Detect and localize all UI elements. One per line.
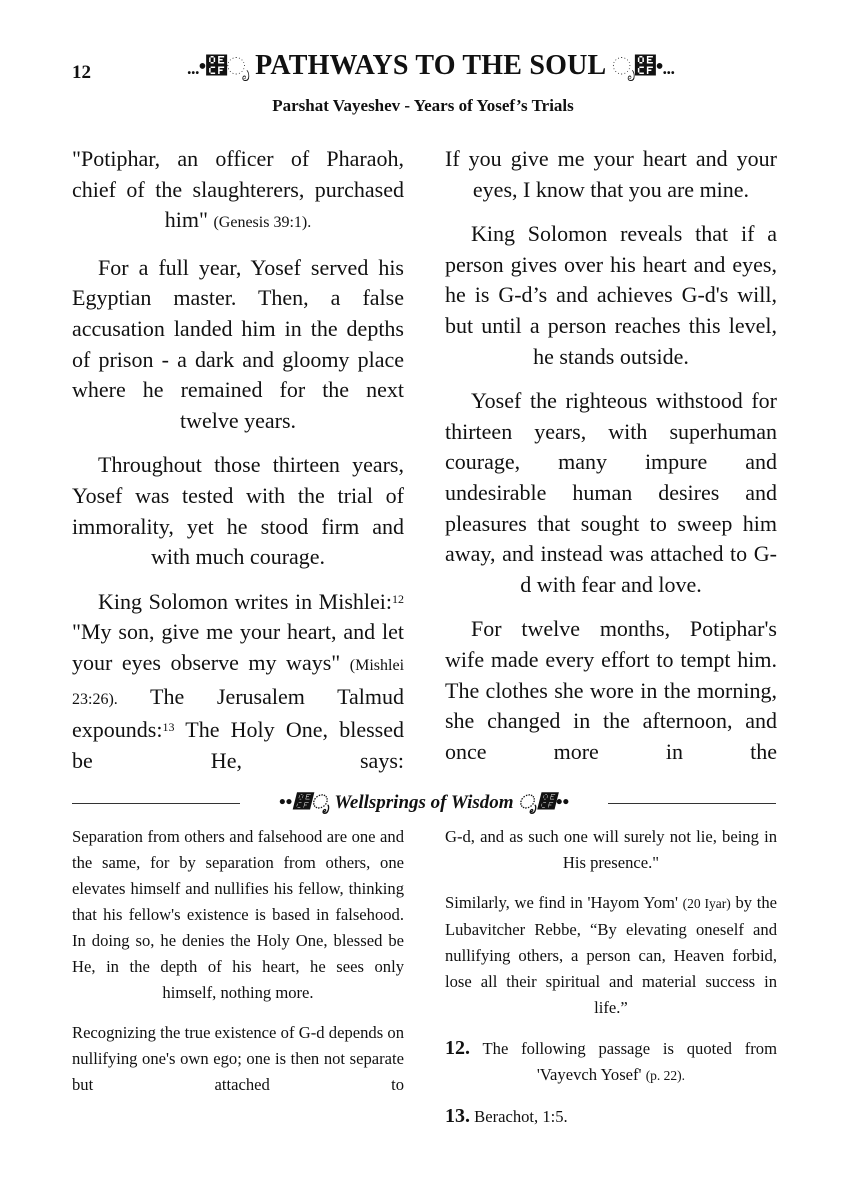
footnote-number: 13.	[445, 1105, 470, 1127]
footnote-13	[445, 1103, 777, 1130]
paragraph: Separation from others and falsehood are one and the same, for by separation from others, one elevates himself and nullifies his fellow, thinking that his fellow's existence is based in falsehood. In doing so, he denies the Holy One, blessed be He, in the depth of his heart, he sees only himself, nothing more.	[72, 827, 404, 1002]
citation: (20 Iyar)	[682, 896, 731, 911]
paragraph	[72, 144, 404, 239]
flourish-right-icon: ೃ໏•...	[612, 54, 674, 80]
paragraph	[72, 587, 404, 777]
text-run: "My son, give me your heart, and let your eyes observe my ways"	[72, 619, 404, 675]
paragraph: King Solomon reveals that if a person gives over his heart and eyes, he is G-d’s and achieves G-d's will, but until a person reaches this level, he stands outside.	[445, 221, 777, 369]
page-number: 12	[72, 62, 91, 83]
section-heading	[72, 792, 776, 814]
flourish-left-icon: ••໏ೃ	[278, 792, 330, 813]
main-text-left-column	[72, 144, 404, 790]
text-run: by the Lubavitcher Rebbe, “By elevating oneself and nullifying others, a person can, Heaven forbid, lose all their spiritual and material success in life.”	[445, 893, 777, 1017]
paragraph: Recognizing the true existence of G-d depends on nullifying one's own ego; one is then not separate but attached to	[72, 1023, 404, 1094]
section-title: Wellsprings of Wisdom	[334, 792, 514, 813]
footnote-text: The following passage is quoted from 'Vayevch Yosef'	[470, 1039, 777, 1084]
main-text-right-column	[445, 144, 777, 781]
paragraph: For a full year, Yosef served his Egyptian master. Then, a false accusation landed him in the depths of prison - a dark and gloomy place where he remained for the next twelve years.	[72, 254, 404, 433]
footnote-number: 12.	[445, 1037, 470, 1059]
quote-text: "Potiphar, an officer of Pharaoh, chief of the slaughterers, purchased him"	[72, 146, 404, 233]
text-run: King Solomon writes in Mishlei:	[98, 588, 392, 614]
citation: (Mishlei 23:26).	[72, 656, 405, 708]
flourish-right-icon: ೃ໏••	[518, 792, 570, 813]
citation: (p. 22).	[645, 1068, 686, 1083]
wellsprings-left-column	[72, 824, 404, 1112]
footnote-text: Berachot, 1:5.	[470, 1107, 568, 1126]
book-title: PATHWAYS TO THE SOUL	[255, 50, 605, 81]
running-header	[130, 50, 730, 82]
paragraph	[445, 890, 777, 1021]
flourish-left-icon: ...•໏ೃ	[186, 54, 248, 80]
footnote-ref[interactable]: 13	[162, 720, 175, 735]
footnote-12	[445, 1035, 777, 1089]
paragraph: For twelve months, Potiphar's wife made every effort to tempt him. The clothes she wore in the morning, she changed in the afternoon, and once more in the	[445, 616, 777, 764]
text-run: The Holy One, blessed be He, says:	[72, 717, 404, 773]
paragraph: Yosef the righteous withstood for thirteen years, with superhuman courage, many impure and undesirable human desires and pleasures that sought to sweep him away, and instead was attached to G-d with fear and love.	[445, 388, 777, 597]
wellsprings-right-column	[445, 824, 777, 1144]
footnote-ref[interactable]: 12	[392, 591, 404, 606]
paragraph: G-d, and as such one will surely not lie, being in His presence."	[445, 827, 777, 872]
text-run: The Jerusalem Talmud expounds:	[72, 683, 404, 743]
paragraph: If you give me your heart and your eyes, I know that you are mine.	[445, 146, 777, 202]
paragraph: Throughout those thirteen years, Yosef was tested with the trial of immorality, yet he stood firm and with much courage.	[72, 452, 404, 570]
citation: (Genesis 39:1).	[213, 214, 312, 232]
section-divider	[72, 792, 776, 814]
text-run: Similarly, we find in 'Hayom Yom'	[445, 893, 678, 912]
chapter-subtitle: Parshat Vayeshev - Years of Yosef’s Trials	[272, 96, 574, 115]
